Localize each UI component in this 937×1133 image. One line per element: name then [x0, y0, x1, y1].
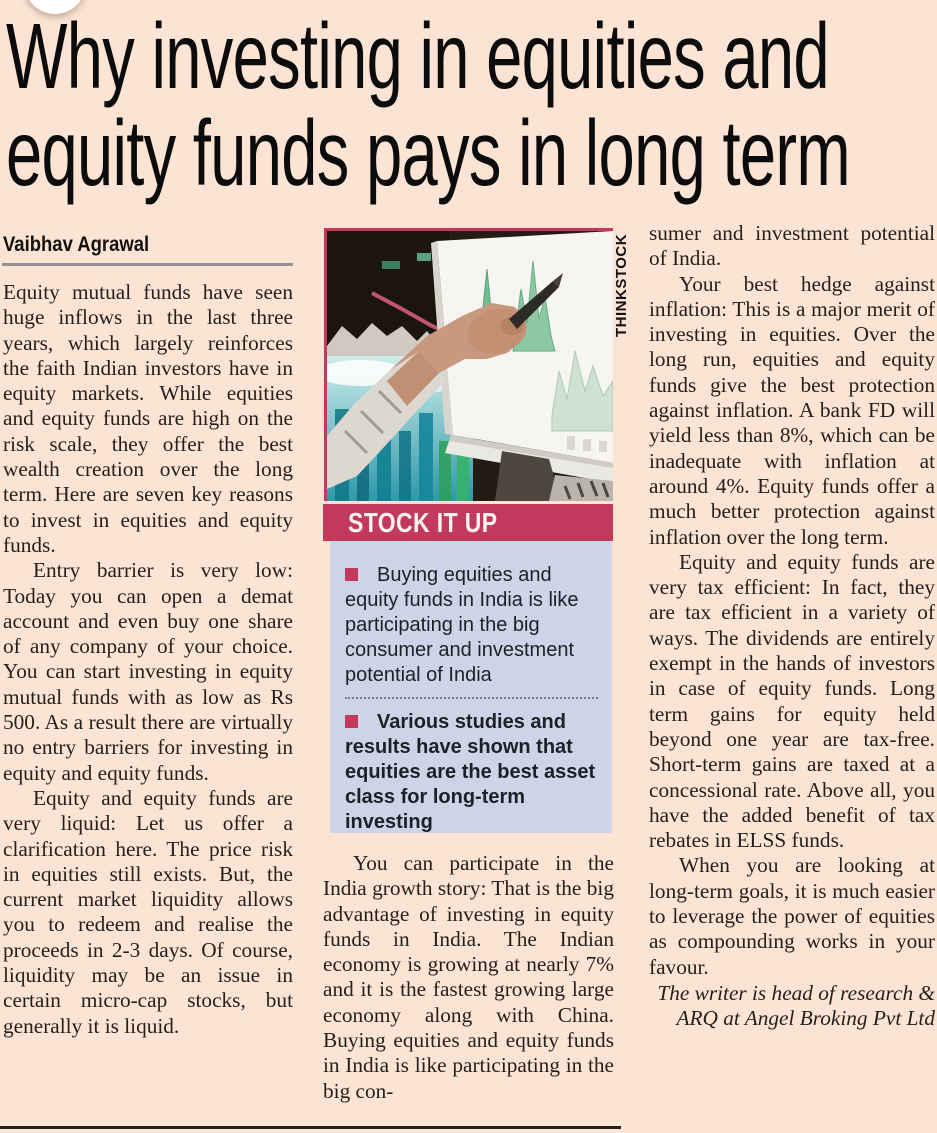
- bottom-rule: [0, 1126, 621, 1129]
- bullet-item: [345, 710, 598, 833]
- paragraph: Equity and equity funds are very liquid: Let us offer a clarification here. The price risk in equities still exists. But, the current market liquidity allows you to redeem and realise the proceeds in 2-3 days. Of course, liquidity may be an issue in certain micro-cap stocks, but generally it is liquid.: [3, 785, 293, 1038]
- article-photo: [324, 228, 613, 501]
- dotted-divider: [345, 697, 598, 699]
- paragraph: Entry barrier is very low: Today you can open a demat account and even buy one share of any company of your choice. You can start investing in equity mutual funds with as low as Rs 500. As a result there are virtually no entry barriers for investing in equity and equity funds.: [3, 558, 293, 785]
- photo-credit: THINKSTOCK: [613, 233, 630, 337]
- paragraph: Your best hedge against inflation: This is a major merit of investing in equities. Over the long run, equities and equity funds give the best protection against inflation. A bank FD will yield less than 8%, which can be inadequate with inflation at around 4%. Equity funds offer a much better protection against inflation over the long term.: [649, 271, 935, 549]
- paragraph: Equity mutual funds have seen huge inflows in the last three years, which largely reinforces the faith Indian investors have in equity markets. While equities and equity funds are high on the risk scale, they offer the best wealth creation over the long term. Here are seven key reasons to invest in equities and equity funds.: [3, 280, 293, 557]
- paragraph: Equity and equity funds are very tax efficient: In fact, they are tax efficient in a variety of ways. The dividends are entirely exempt in the hands of investors in case of equity funds. Long term gains for equity held beyond one year are tax-free. Short-term gains are taxed at a concessional rate. Above all, you have the added benefit of tax rebates in ELSS funds.: [649, 549, 935, 853]
- column-right: [649, 221, 935, 1032]
- column-left: [3, 280, 293, 1039]
- writer-credit: The writer is head of research & ARQ at Angel Broking Pvt Ltd: [657, 980, 935, 1031]
- paragraph: You can participate in the India growth story: That is the big advantage of investing in equity funds in India. The Indian economy is growing at nearly 7% and it is the fastest growing large economy along with China. Buying equities and equity funds in India is like participating in the big con-: [323, 851, 614, 1103]
- headline: [6, 4, 937, 205]
- bullet-square-icon: [345, 568, 358, 581]
- stock-info-box: [330, 541, 612, 833]
- headline-line-1: Why investing in equities and: [6, 4, 829, 108]
- headline-line-2: equity funds pays in long term: [6, 101, 850, 205]
- bullet-text: Buying equities and equity funds in India is like participating in the big consumer and investment potential of India: [345, 564, 579, 686]
- bullet-square-icon: [345, 715, 358, 728]
- byline: Vaibhav Agrawal: [3, 233, 150, 256]
- column-middle: [323, 851, 614, 1104]
- stock-photo-illustration: [327, 231, 613, 501]
- bullet-text: Various studies and results have shown that equities are the best asset class for long-term investing: [345, 711, 596, 833]
- bullet-item: [345, 563, 598, 688]
- stock-it-up-banner: [323, 504, 613, 541]
- paragraph: sumer and investment potential of India.: [649, 221, 935, 271]
- paragraph: When you are looking at long-term goals, it is much easier to leverage the power of equities as compounding works in your favour.: [649, 853, 935, 979]
- stock-banner-title: STOCK IT UP: [348, 506, 498, 538]
- byline-rule: [2, 263, 293, 266]
